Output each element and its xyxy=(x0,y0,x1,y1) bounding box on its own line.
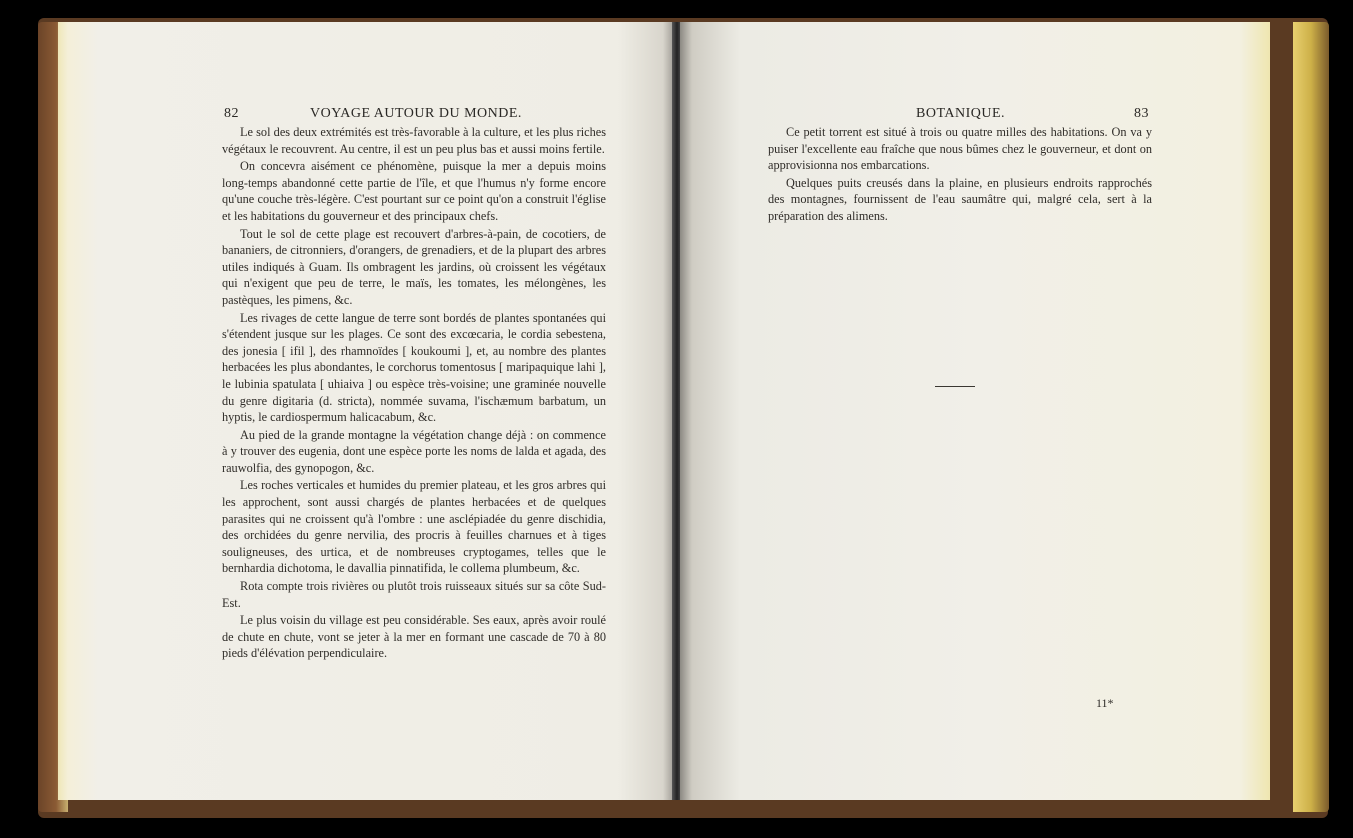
right-paragraph-1: Ce petit torrent est situé à trois ou quatre milles des habitations. On va y puiser l'excellente eau fraîche que nous bûmes chez le gouverneur, et dont on approvisionna nos embarcations. xyxy=(768,125,1152,173)
left-text-block xyxy=(222,124,606,662)
left-paragraph-2: On concevra aisément ce phénomène, puisque la mer a depuis moins long-temps abandonné cette partie de l'île, et que l'humus n'y forme encore qu'une couche très-légère. C'est pourtant sur ce point qu'on a construit l'église et les habitations du gouverneur et des principaux chefs. xyxy=(222,159,606,223)
left-paragraph-3: Tout le sol de cette plage est recouvert d'arbres-à-pain, de cocotiers, de bananiers, de citronniers, d'orangers, de grenadiers, et de la plupart des arbres utiles indiqués à Guam. Ils ombragent les jardins, où croissent les végétaux qui n'exigent que peu de terre, le maïs, les tomates, les mélongènes, les pastèques, les pimens, &c. xyxy=(222,226,606,307)
right-page-number: 83 xyxy=(1134,106,1149,121)
left-paragraph-4: Les rivages de cette langue de terre sont bordés de plantes spontanées qui s'étendent jusque sur les plages. Ce sont des excœcaria, le cordia sebestena, des jonesia [ ifil ], des rhamnoïdes [ koukoumi ], et, au nombre des plantes herbacées les plus abondantes, le corchorus tomentosus [ maripaquique lahi ], le lubinia spatulata [ uhiaiva ] ou espèce très-voisine; une graminée nouvelle du genre digitaria (d. stricta), nommée suvama, l'ischæmum barbatum, un hyptis, le cardiospermum halicacabum, &c. xyxy=(222,310,606,425)
left-paragraph-1: Le sol des deux extrémités est très-favorable à la culture, et les plus riches végétaux le recouvrent. Au centre, il est un peu plus bas et aussi moins fertile. xyxy=(222,125,606,156)
left-paragraph-5: Au pied de la grande montagne la végétation change déjà : on commence à y trouver des eugenia, dont une espèce porte les noms de lalda et agada, des rauwolfia, des gynopogon, &c. xyxy=(222,427,606,475)
left-paragraph-8: Le plus voisin du village est peu considérable. Ses eaux, après avoir roulé de chute en chute, vont se jeter à la mer en formant une cascade de 70 à 80 pieds d'élévation perpendiculaire. xyxy=(222,613,606,661)
left-page xyxy=(58,22,674,800)
section-rule xyxy=(935,386,975,387)
right-text-block xyxy=(768,124,1152,225)
right-page xyxy=(680,22,1270,800)
right-paragraph-2: Quelques puits creusés dans la plaine, en plusieurs endroits rapprochés des montagnes, fournissent de l'eau saumâtre qui, malgré cela, sert à la préparation des alimens. xyxy=(768,175,1152,223)
signature-mark: 11* xyxy=(1096,696,1114,710)
book-edge-right xyxy=(1293,22,1329,812)
left-paragraph-6: Les roches verticales et humides du premier plateau, et les gros arbres qui les approchent, sont aussi chargés de plantes herbacées et de quelques parasites qui ne croissent qu'à l'ombre : une asclépiadée du genre dischidia, des orchidées du genre nervilia, des procris à feuilles charnues et à tiges souligneuses, des urtica, et de nombreuses cryptogames, telles que le bernhardia dichotoma, le davallia pinnatifida, le collema plumbeum, &c. xyxy=(222,478,606,576)
left-running-head: VOYAGE AUTOUR DU MONDE. xyxy=(310,106,522,121)
left-page-number: 82 xyxy=(224,106,239,121)
right-running-head: BOTANIQUE. xyxy=(916,106,1006,121)
left-paragraph-7: Rota compte trois rivières ou plutôt trois ruisseaux situés sur sa côte Sud-Est. xyxy=(222,579,606,610)
